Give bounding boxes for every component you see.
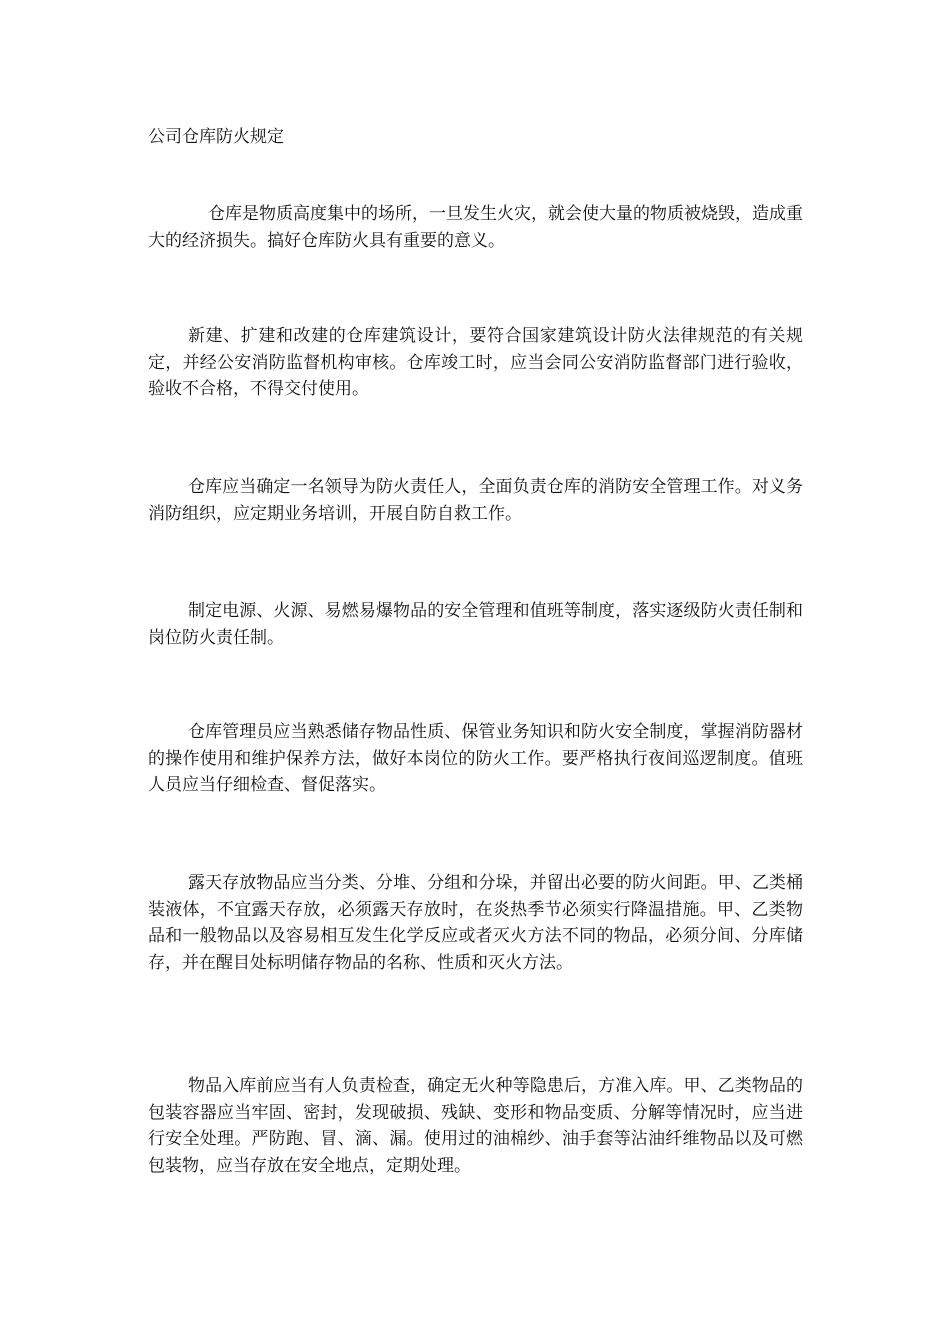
- paragraph-warehouse-keeper: 仓库管理员应当熟悉储存物品性质、保管业务知识和防火安全制度，掌握消防器材的操作使用和维护保养方法，做好本岗位的防火工作。要严格执行夜间巡逻制度。值班人员应当仔细检查、督促落实。: [148, 722, 803, 795]
- paragraph-management-system: 制定电源、火源、易燃易爆物品的安全管理和值班等制度，落实逐级防火责任制和岗位防火责任制。: [148, 601, 803, 648]
- document-title: 公司仓库防火规定: [148, 127, 284, 147]
- paragraph-outdoor-storage: 露天存放物品应当分类、分堆、分组和分垛，并留出必要的防火间距。甲、乙类桶装液体，不宜露天存放，必须露天存放时，在炎热季节必须实行降温措施。甲、乙类物品和一般物品以及容易相互发生化学反应或者灭火方法不同的物品，必须分间、分库储存，并在醒目处标明储存物品的名称、性质和灭火方法。: [148, 873, 803, 973]
- paragraph-warehouse-importance: 仓库是物质高度集中的场所，一旦发生火灾，就会使大量的物质被烧毁，造成重大的经济损失。搞好仓库防火具有重要的意义。: [148, 204, 803, 251]
- paragraph-inbound-inspection: 物品入库前应当有人负责检查，确定无火种等隐患后，方准入库。甲、乙类物品的包装容器应当牢固、密封，发现破损、残缺、变形和物品变质、分解等情况时，应当进行安全处理。严防跑、冒、滴、漏。使用过的油棉纱、油手套等沾油纤维物品以及可燃包装物，应当存放在安全地点，定期处理。: [148, 1076, 803, 1176]
- paragraph-responsible-person: 仓库应当确定一名领导为防火责任人，全面负责仓库的消防安全管理工作。对义务消防组织，应定期业务培训，开展自防自救工作。: [148, 477, 803, 524]
- paragraph-building-design: 新建、扩建和改建的仓库建筑设计，要符合国家建筑设计防火法律规范的有关规定，并经公安消防监督机构审核。仓库竣工时，应当会同公安消防监督部门进行验收，验收不合格，不得交付使用。: [148, 326, 803, 399]
